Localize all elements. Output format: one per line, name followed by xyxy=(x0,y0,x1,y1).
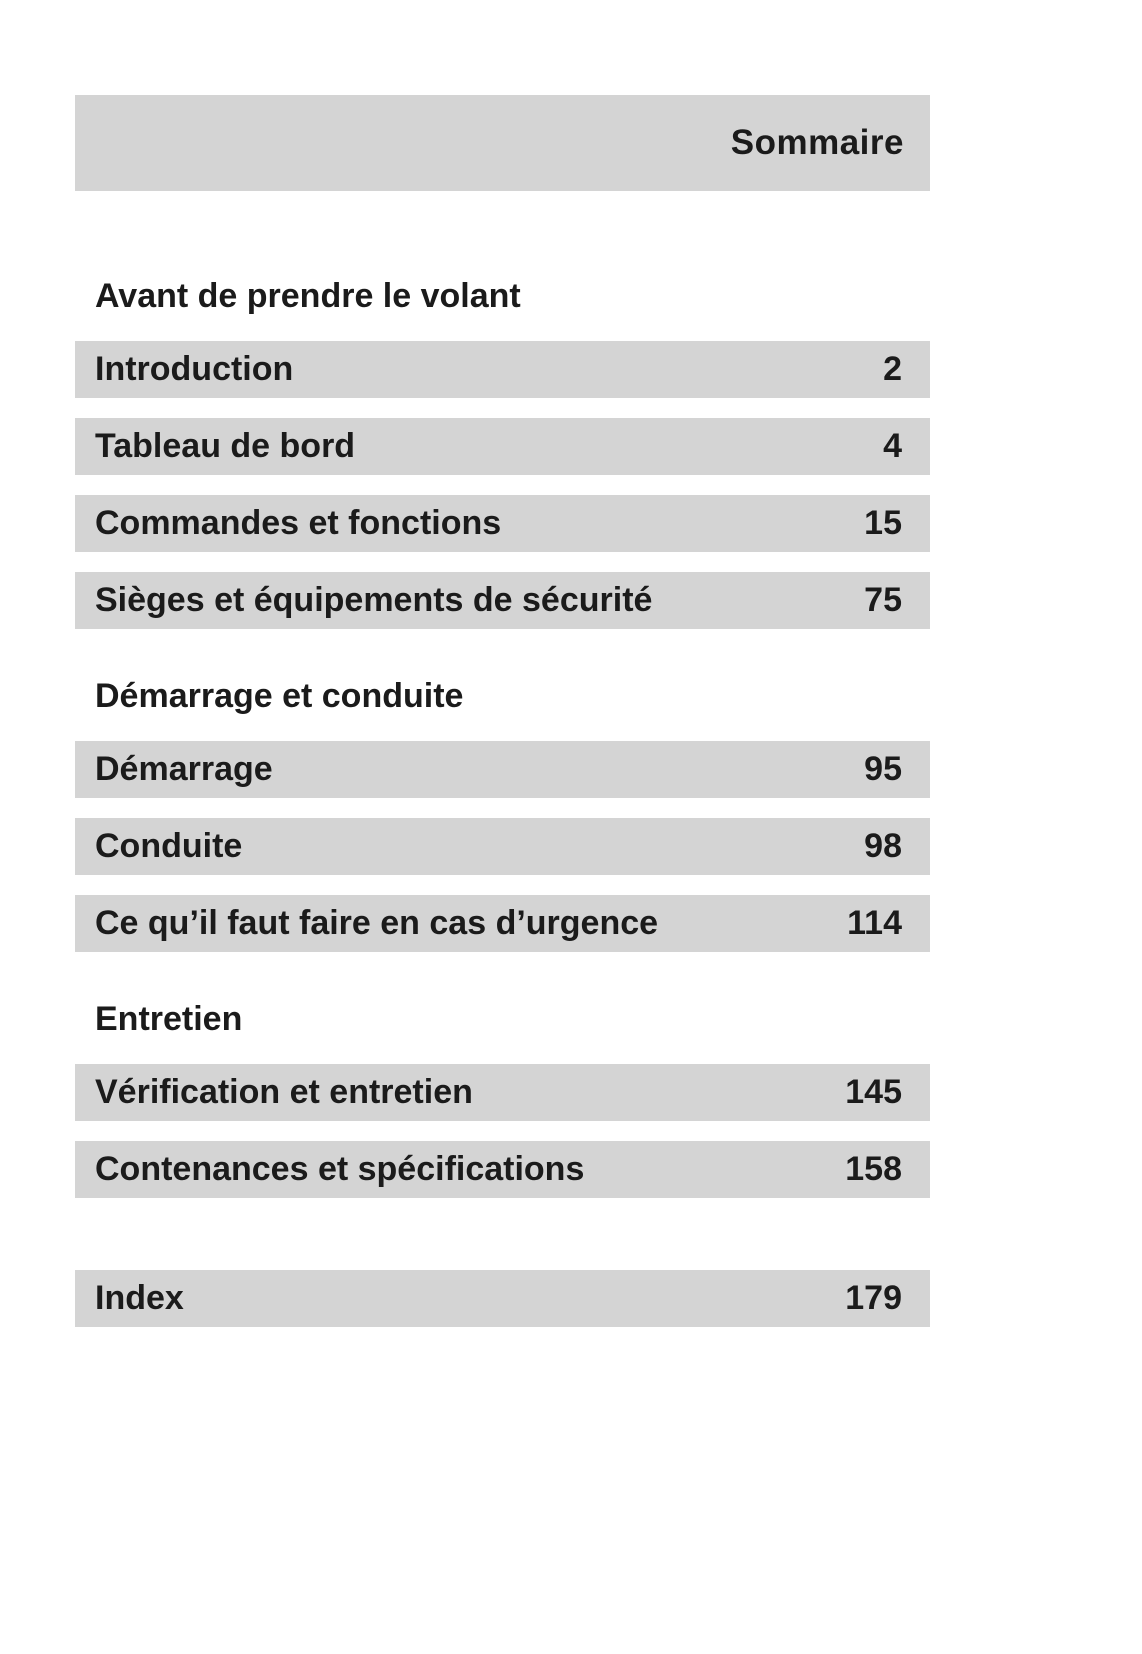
page-header xyxy=(75,95,930,191)
toc-entry-label: Conduite xyxy=(95,827,243,865)
toc-entry-page: 15 xyxy=(864,504,902,542)
toc-row-introduction xyxy=(75,341,930,398)
toc-entry-label: Index xyxy=(95,1279,184,1317)
toc-row-contenances-et-specifications xyxy=(75,1141,930,1198)
toc-entry-label: Introduction xyxy=(95,350,294,388)
toc-entry-label: Commandes et fonctions xyxy=(95,504,502,542)
toc-entry-page: 75 xyxy=(864,581,902,619)
toc-row-verification-et-entretien xyxy=(75,1064,930,1121)
section-heading-avant-de-prendre-le-volant: Avant de prendre le volant xyxy=(95,277,521,315)
toc-row-tableau-de-bord xyxy=(75,418,930,475)
toc-entry-label: Sièges et équipements de sécurité xyxy=(95,581,653,619)
toc-entry-page: 2 xyxy=(883,350,902,388)
toc-entry-page: 179 xyxy=(845,1279,902,1317)
section-heading-entretien: Entretien xyxy=(95,1000,243,1038)
toc-row-commandes-et-fonctions xyxy=(75,495,930,552)
page-title: Sommaire xyxy=(730,123,904,162)
toc-row-conduite xyxy=(75,818,930,875)
toc-entry-label: Démarrage xyxy=(95,750,273,788)
toc-entry-label: Contenances et spécifications xyxy=(95,1150,585,1188)
toc-row-index xyxy=(75,1270,930,1327)
toc-row-cas-d-urgence xyxy=(75,895,930,952)
toc-entry-label: Ce qu’il faut faire en cas d’urgence xyxy=(95,904,659,942)
toc-entry-label: Vérification et entretien xyxy=(95,1073,473,1111)
toc-entry-page: 158 xyxy=(845,1150,902,1188)
toc-entry-page: 145 xyxy=(845,1073,902,1111)
toc-entry-page: 95 xyxy=(864,750,902,788)
section-heading-demarrage-et-conduite: Démarrage et conduite xyxy=(95,677,464,715)
toc-entry-label: Tableau de bord xyxy=(95,427,356,465)
toc-entry-page: 98 xyxy=(864,827,902,865)
toc-row-demarrage xyxy=(75,741,930,798)
toc-entry-page: 114 xyxy=(847,904,902,942)
toc-entry-page: 4 xyxy=(883,427,902,465)
toc-row-sieges-et-equipements xyxy=(75,572,930,629)
